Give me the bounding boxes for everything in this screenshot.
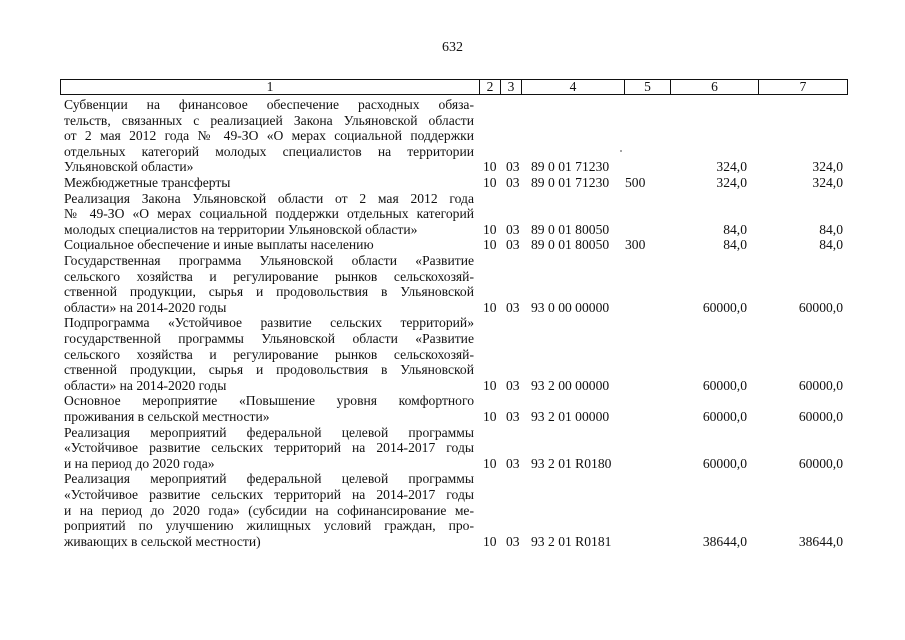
description-line: Реализация мероприятий федеральной целевой программы [64,424,474,440]
page-number: 632 [442,40,463,55]
header-col-3: 3 [500,80,521,94]
description-line: Ульяновской области» [64,159,194,175]
amount-col-7: 324,0 [812,159,843,175]
target-article-code: 93 2 01 R0180 [531,455,612,471]
section-code: 10 [483,377,497,393]
header-col-1: 1 [266,79,274,94]
amount-col-6: 324,0 [716,175,747,190]
amount-col-7: 324,0 [812,175,843,190]
target-article-code: 89 0 01 80050 [531,237,610,253]
description-line: Реализация мероприятий федеральной целевой программы [64,471,474,487]
header-col-7: 7 [758,80,847,94]
header-col-4: 4 [521,80,624,94]
row-description [64,191,474,238]
table-row [0,393,905,424]
description-line: от 2 мая 2012 года № 49-ЗО «О мерах социальной поддержки [64,128,474,144]
target-article-code: 93 2 01 R0181 [531,533,612,549]
table-row [0,175,905,191]
amount-col-6: 60000,0 [702,377,747,393]
section-code: 10 [483,408,497,424]
table-row [0,237,905,253]
section-code: 10 [483,299,497,315]
description-line: Подпрограмма «Устойчивое развитие сельских территорий» [64,315,474,331]
target-article-code: 93 2 01 00000 [531,408,610,424]
description-line: тельств, связанных с реализацией Закона Ульяновской области [64,112,474,128]
row-description [64,425,474,472]
amount-col-6: 324,0 [716,159,747,175]
subsection-code: 03 [506,299,520,315]
target-article-code: 89 0 01 80050 [531,221,610,237]
section-code: 10 [483,221,497,237]
amount-col-6: 84,0 [723,237,747,253]
description-line: Социальное обеспечение и иные выплаты населению [64,237,374,253]
row-description [64,97,474,175]
description-line: ственной продукции, сырья и продовольствия в Ульяновской [64,362,474,378]
description-line: Государственная программа Ульяновской области «Развитие [64,253,474,268]
description-line: сельского хозяйства и регулирование рынков сельскохозяй- [64,346,474,362]
amount-col-7: 60000,0 [798,377,843,393]
description-line: области» на 2014-2020 годы [64,299,227,315]
header-col-2: 2 [479,80,500,94]
amount-col-6: 60000,0 [702,299,747,315]
scan-speck [620,150,622,152]
header-col-5: 5 [624,80,670,94]
amount-col-7: 84,0 [819,221,843,237]
description-line: Межбюджетные трансферты [64,175,231,190]
subsection-code: 03 [506,237,520,253]
description-line: проживания в сельской местности» [64,408,270,424]
amount-col-7: 60000,0 [798,299,843,315]
table-row [0,253,905,315]
description-line: «Устойчивое развитие сельских территорий на 2014-2017 годы [64,440,474,456]
expense-type-code: 500 [625,175,646,190]
row-description [64,315,474,393]
section-code: 10 [483,159,497,175]
description-line: Основное мероприятие «Повышение уровня комфортного [64,393,474,409]
subsection-code: 03 [506,455,520,471]
row-description [64,393,474,424]
description-line: живающих в сельской местности) [64,533,261,549]
subsection-code: 03 [506,175,520,190]
amount-col-6: 60000,0 [702,408,747,424]
row-description [64,471,474,549]
amount-col-7: 60000,0 [798,408,843,424]
description-line: роприятий по улучшению жилищных условий граждан, про- [64,518,474,534]
table-header [60,79,848,95]
subsection-code: 03 [506,533,520,549]
table-row [0,191,905,238]
description-line: «Устойчивое развитие сельских территорий на 2014-2017 годы [64,486,474,502]
table-row [0,97,905,175]
amount-col-7: 38644,0 [798,533,843,549]
description-line: № 49-ЗО «О мерах социальной поддержки отдельных категорий [64,206,474,222]
header-col-6: 6 [670,80,758,94]
description-line: области» на 2014-2020 годы [64,377,227,393]
description-line: Субвенции на финансовое обеспечение расходных обяза- [64,97,474,112]
section-code: 10 [483,455,497,471]
row-description [64,175,474,191]
amount-col-6: 60000,0 [702,455,747,471]
amount-col-6: 38644,0 [702,533,747,549]
description-line: молодых специалистов на территории Ульяновской области» [64,221,418,237]
description-line: и на период до 2020 года» (субсидии на софинансирование ме- [64,502,474,518]
target-article-code: 89 0 01 71230 [531,159,610,175]
table-row [0,315,905,393]
section-code: 10 [483,533,497,549]
subsection-code: 03 [506,408,520,424]
amount-col-6: 84,0 [723,221,747,237]
subsection-code: 03 [506,221,520,237]
table-row [0,471,905,549]
section-code: 10 [483,237,497,253]
description-line: ственной продукции, сырья и продовольствия в Ульяновской [64,284,474,300]
row-description [64,253,474,315]
row-description [64,237,474,253]
description-line: и на период до 2020 года» [64,455,215,471]
target-article-code: 89 0 01 71230 [531,175,610,190]
description-line: сельского хозяйства и регулирование рынков сельскохозяй- [64,268,474,284]
section-code: 10 [483,175,497,190]
amount-col-7: 84,0 [819,237,843,253]
description-line: отдельных категорий молодых специалистов на территории [64,143,474,159]
target-article-code: 93 2 00 00000 [531,377,610,393]
description-line: государственной программы Ульяновской области «Развитие [64,330,474,346]
description-line: Реализация Закона Ульяновской области от 2 мая 2012 года [64,190,474,206]
subsection-code: 03 [506,159,520,175]
expense-type-code: 300 [625,237,646,253]
target-article-code: 93 0 00 00000 [531,299,610,315]
table-row [0,425,905,472]
amount-col-7: 60000,0 [798,455,843,471]
subsection-code: 03 [506,377,520,393]
